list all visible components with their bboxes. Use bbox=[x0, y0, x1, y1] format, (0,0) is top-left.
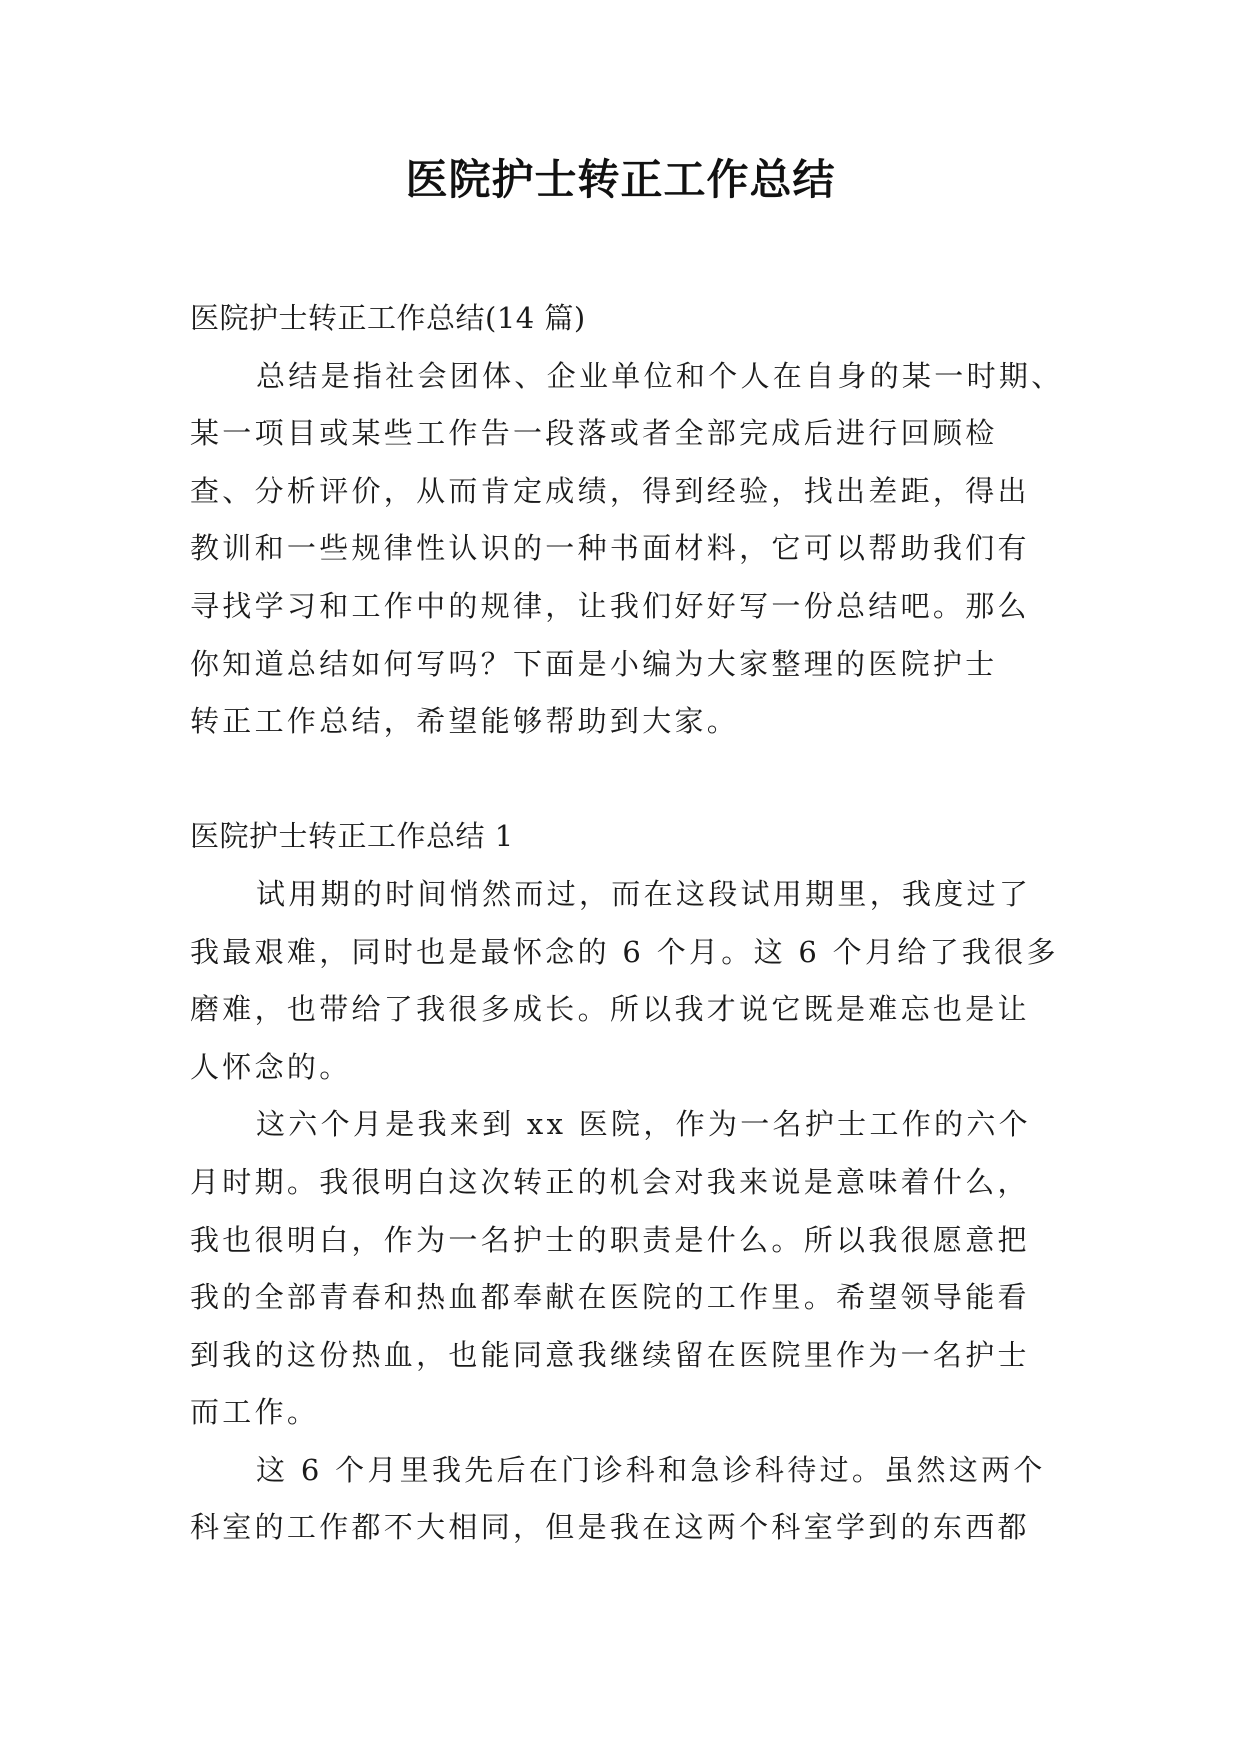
paragraph-line: 这六个月是我来到 xx 医院，作为一名护士工作的六个 bbox=[256, 1107, 1031, 1142]
section-paragraph-2 bbox=[190, 1096, 1056, 1442]
paragraph-line: 月时期。我很明白这次转正的机会对我来说是意味着什么， bbox=[190, 1164, 1030, 1199]
section-heading: 医院护士转正工作总结 1 bbox=[190, 819, 514, 854]
document-body bbox=[190, 290, 1064, 1557]
paragraph-line: 寻找学习和工作中的规律，让我们好好写一份总结吧。那么 bbox=[190, 588, 1030, 623]
paragraph-line: 人怀念的。 bbox=[190, 1049, 352, 1084]
paragraph-line: 你知道总结如何写吗？下面是小编为大家整理的医院护士 bbox=[190, 646, 998, 681]
section-paragraph-3 bbox=[190, 1442, 1056, 1557]
section-paragraph-1 bbox=[190, 866, 1059, 1096]
paragraph-line: 我最艰难，同时也是最怀念的 6 个月。这 6 个月给了我很多 bbox=[190, 934, 1059, 969]
paragraph-line: 总结是指社会团体、企业单位和个人在自身的某一时期、 bbox=[256, 358, 1064, 393]
document-subtitle: 医院护士转正工作总结(14 篇) bbox=[190, 301, 586, 335]
paragraph-line: 我的全部青春和热血都奉献在医院的工作里。希望领导能看 bbox=[190, 1280, 1030, 1315]
paragraph-line: 磨难，也带给了我很多成长。所以我才说它既是难忘也是让 bbox=[190, 992, 1030, 1027]
paragraph-line: 我也很明白，作为一名护士的职责是什么。所以我很愿意把 bbox=[190, 1222, 1030, 1257]
document-title: 医院护士转正工作总结 bbox=[405, 155, 836, 204]
paragraph-line: 试用期的时间悄然而过，而在这段试用期里，我度过了 bbox=[256, 876, 1032, 911]
paragraph-line: 而工作。 bbox=[190, 1395, 320, 1430]
paragraph-line: 到我的这份热血，也能同意我继续留在医院里作为一名护士 bbox=[190, 1337, 1030, 1372]
paragraph-line: 查、分析评价，从而肯定成绩，得到经验，找出差距，得出 bbox=[190, 473, 1030, 508]
paragraph-line: 科室的工作都不大相同，但是我在这两个科室学到的东西都 bbox=[190, 1510, 1030, 1545]
paragraph-line: 这 6 个月里我先后在门诊科和急诊科待过。虽然这两个 bbox=[256, 1452, 1046, 1487]
paragraph-line: 转正工作总结，希望能够帮助到大家。 bbox=[190, 704, 740, 739]
paragraph-line: 某一项目或某些工作告一段落或者全部完成后进行回顾检 bbox=[190, 416, 998, 451]
paragraph-line: 教训和一些规律性认识的一种书面材料，它可以帮助我们有 bbox=[190, 531, 1030, 566]
intro-paragraph bbox=[190, 348, 1064, 751]
section-spacer bbox=[190, 751, 1056, 809]
